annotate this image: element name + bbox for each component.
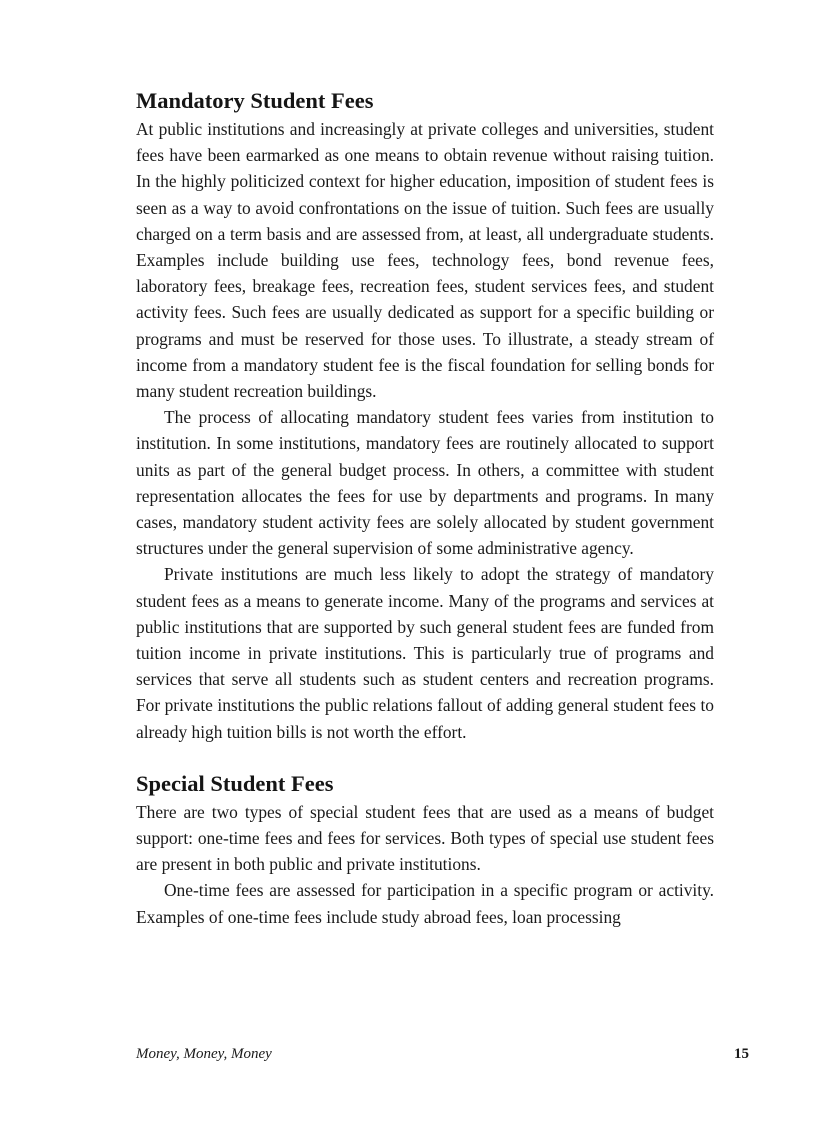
paragraph: There are two types of special student fees that are used as a means of budget support: one-time fees and fees for services. Both types of special use student fees are present in both public and private institutions. xyxy=(136,801,714,875)
running-footer-title: Money, Money, Money xyxy=(136,1046,272,1062)
page-body xyxy=(136,88,714,930)
page-number: 15 xyxy=(734,1046,749,1062)
page-footer xyxy=(136,1044,749,1068)
paragraph: At public institutions and increasingly at private colleges and universities, student fees have been earmarked as one means to obtain revenue without raising tuition. In the highly politicized context for higher education, imposition of student fees is seen as a way to avoid confrontations on the issue of tuition. Such fees are usually charged on a term basis and are assessed from, at least, all undergraduate students. Examples include building use fees, technology fees, bond revenue fees, laboratory fees, breakage fees, recreation fees, student services fees, and student activity fees. Such fees are usually dedicated as support for a specific building or programs and must be reserved for those uses. To illustrate, a steady stream of income from a mandatory student fee is the fiscal foundation for selling bonds for many student recreation buildings. xyxy=(136,119,714,402)
section-mandatory-student-fees xyxy=(136,88,714,745)
paragraph: One-time fees are assessed for participation in a specific program or activity. Examples of one-time fees include study abroad fees, loan processing xyxy=(136,880,714,927)
section-heading: Mandatory Student Fees xyxy=(136,88,374,113)
paragraph: The process of allocating mandatory student fees varies from institution to institution. In some institutions, mandatory fees are routinely allocated to support units as part of the general budget process. In others, a committee with student representation allocates the fees for use by departments and programs. In many cases, mandatory student activity fees are solely allocated by student government structures under the general supervision of some administrative agency. xyxy=(136,407,714,559)
paragraph: Private institutions are much less likely to adopt the strategy of mandatory student fees as a means to generate income. Many of the programs and services at public institutions that are supported by such general student fees are funded from tuition income in private institutions. This is particularly true of programs and services that serve all students such as student centers and recreation programs. For private institutions the public relations fallout of adding general student fees to already high tuition bills is not worth the effort. xyxy=(136,564,714,742)
section-special-student-fees xyxy=(136,771,714,930)
section-heading: Special Student Fees xyxy=(136,770,334,796)
